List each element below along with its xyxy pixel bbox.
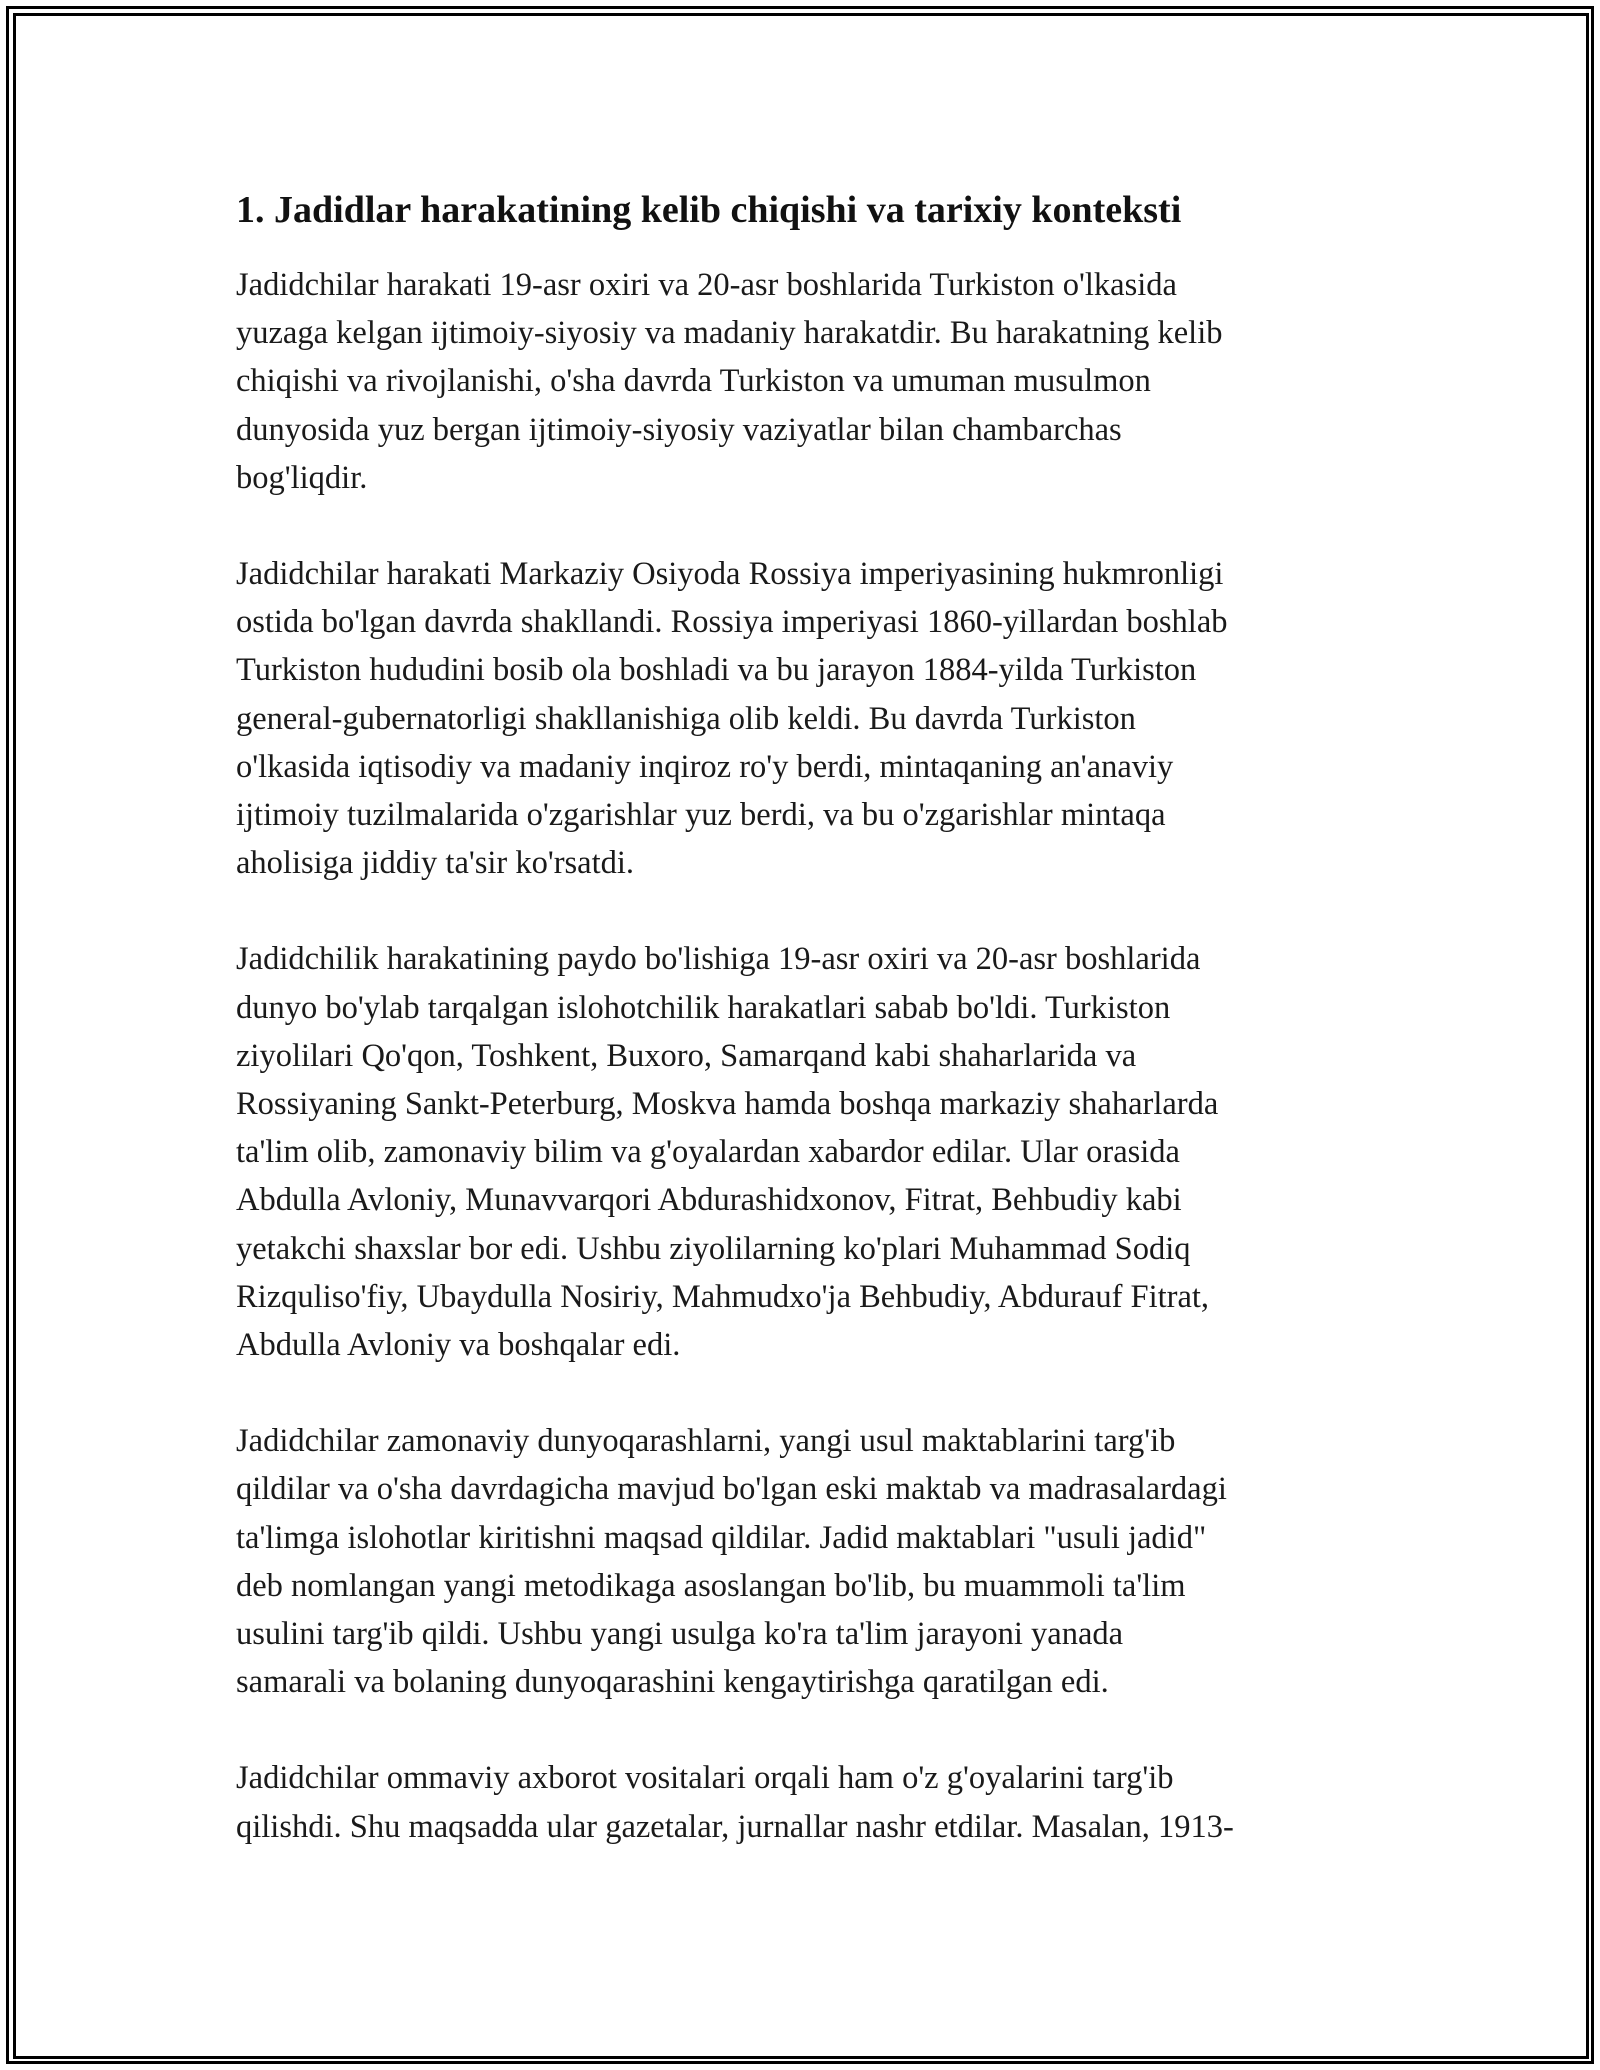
paragraph-line: general-gubernatorligi shakllanishiga olib keldi. Bu davrda Turkiston bbox=[236, 700, 1136, 737]
paragraph-3 bbox=[236, 935, 1386, 1369]
paragraph-line: Jadidchilar zamonaviy dunyoqarashlarni, yangi usul maktablarini targ'ib bbox=[236, 1423, 1176, 1460]
paragraph-line: Jadidchilar ommaviy axborot vositalari orqali ham o'z g'oyalarini targ'ib bbox=[236, 1760, 1174, 1797]
paragraph-line: usulini targ'ib qildi. Ushbu yangi usulga ko'ra ta'lim jarayoni yanada bbox=[236, 1616, 1124, 1653]
paragraph-line: qildilar va o'sha davrdagicha mavjud bo'lgan eski maktab va madrasalardagi bbox=[236, 1471, 1227, 1508]
paragraph-line: aholisiga jiddiy ta'sir ko'rsatdi. bbox=[236, 845, 635, 882]
document-body bbox=[236, 185, 1386, 1851]
paragraph-line: Jadidchilik harakatining paydo bo'lishiga 19-asr oxiri va 20-asr boshlarida bbox=[236, 941, 1201, 978]
paragraph-line: dunyo bo'ylab tarqalgan islohotchilik harakatlari sabab bo'ldi. Turkiston bbox=[236, 989, 1171, 1026]
paragraph-line: yetakchi shaxslar bor edi. Ushbu ziyolilarning ko'plari Muhammad Sodiq bbox=[236, 1230, 1191, 1267]
paragraph-4 bbox=[236, 1417, 1386, 1706]
paragraph-line: Rizquliso'fiy, Ubaydulla Nosiriy, Mahmudxo'ja Behbudiy, Abdurauf Fitrat, bbox=[236, 1278, 1210, 1315]
paragraph-line: bog'liqdir. bbox=[236, 459, 368, 496]
paragraph-line: ta'lim olib, zamonaviy bilim va g'oyalardan xabardor edilar. Ular orasida bbox=[236, 1134, 1180, 1171]
paragraph-line: o'lkasida iqtisodiy va madaniy inqiroz ro'y berdi, mintaqaning an'anaviy bbox=[236, 748, 1174, 785]
paragraph-line: ijtimoiy tuzilmalarida o'zgarishlar yuz berdi, va bu o'zgarishlar mintaqa bbox=[236, 797, 1166, 834]
paragraph-line: Abdulla Avloniy va boshqalar edi. bbox=[236, 1327, 681, 1364]
paragraph-line: ta'limga islohotlar kiritishni maqsad qildilar. Jadid maktablari "usuli jadid" bbox=[236, 1519, 1207, 1556]
paragraph-5 bbox=[236, 1754, 1386, 1850]
paragraph-line: chiqishi va rivojlanishi, o'sha davrda Turkiston va umuman musulmon bbox=[236, 363, 1151, 400]
paragraph-line: ziyolilari Qo'qon, Toshkent, Buxoro, Samarqand kabi shaharlarida va bbox=[236, 1037, 1137, 1074]
paragraph-line: samarali va bolaning dunyoqarashini kengaytirishga qaratilgan edi. bbox=[236, 1664, 1109, 1701]
paragraph-line: qilishdi. Shu maqsadda ular gazetalar, jurnallar nashr etdilar. Masalan, 1913- bbox=[236, 1808, 1234, 1845]
paragraph-1 bbox=[236, 261, 1386, 502]
paragraph-line: Turkiston hududini bosib ola boshladi va bu jarayon 1884-yilda Turkiston bbox=[236, 652, 1197, 689]
paragraph-line: ostida bo'lgan davrda shakllandi. Rossiya imperiyasi 1860-yillardan boshlab bbox=[236, 604, 1228, 641]
paragraph-line: Rossiyaning Sankt-Peterburg, Moskva hamda boshqa markaziy shaharlarda bbox=[236, 1086, 1219, 1123]
paragraph-line: Jadidchilar harakati 19-asr oxiri va 20-asr boshlarida Turkiston o'lkasida bbox=[236, 267, 1177, 303]
paragraph-2 bbox=[236, 550, 1386, 887]
paragraph-line: dunyosida yuz bergan ijtimoiy-siyosiy vaziyatlar bilan chambarchas bbox=[236, 411, 1122, 448]
paragraph-line: Abdulla Avloniy, Munavvarqori Abdurashidxonov, Fitrat, Behbudiy kabi bbox=[236, 1182, 1182, 1219]
paragraph-line: yuzaga kelgan ijtimoiy-siyosiy va madaniy harakatdir. Bu harakatning kelib bbox=[236, 315, 1223, 352]
section-heading: 1. Jadidlar harakatining kelib chiqishi va tarixiy konteksti bbox=[236, 189, 1182, 231]
paragraph-line: Jadidchilar harakati Markaziy Osiyoda Rossiya imperiyasining hukmronligi bbox=[236, 556, 1224, 593]
paragraph-line: deb nomlangan yangi metodikaga asoslangan bo'lib, bu muammoli ta'lim bbox=[236, 1567, 1186, 1604]
